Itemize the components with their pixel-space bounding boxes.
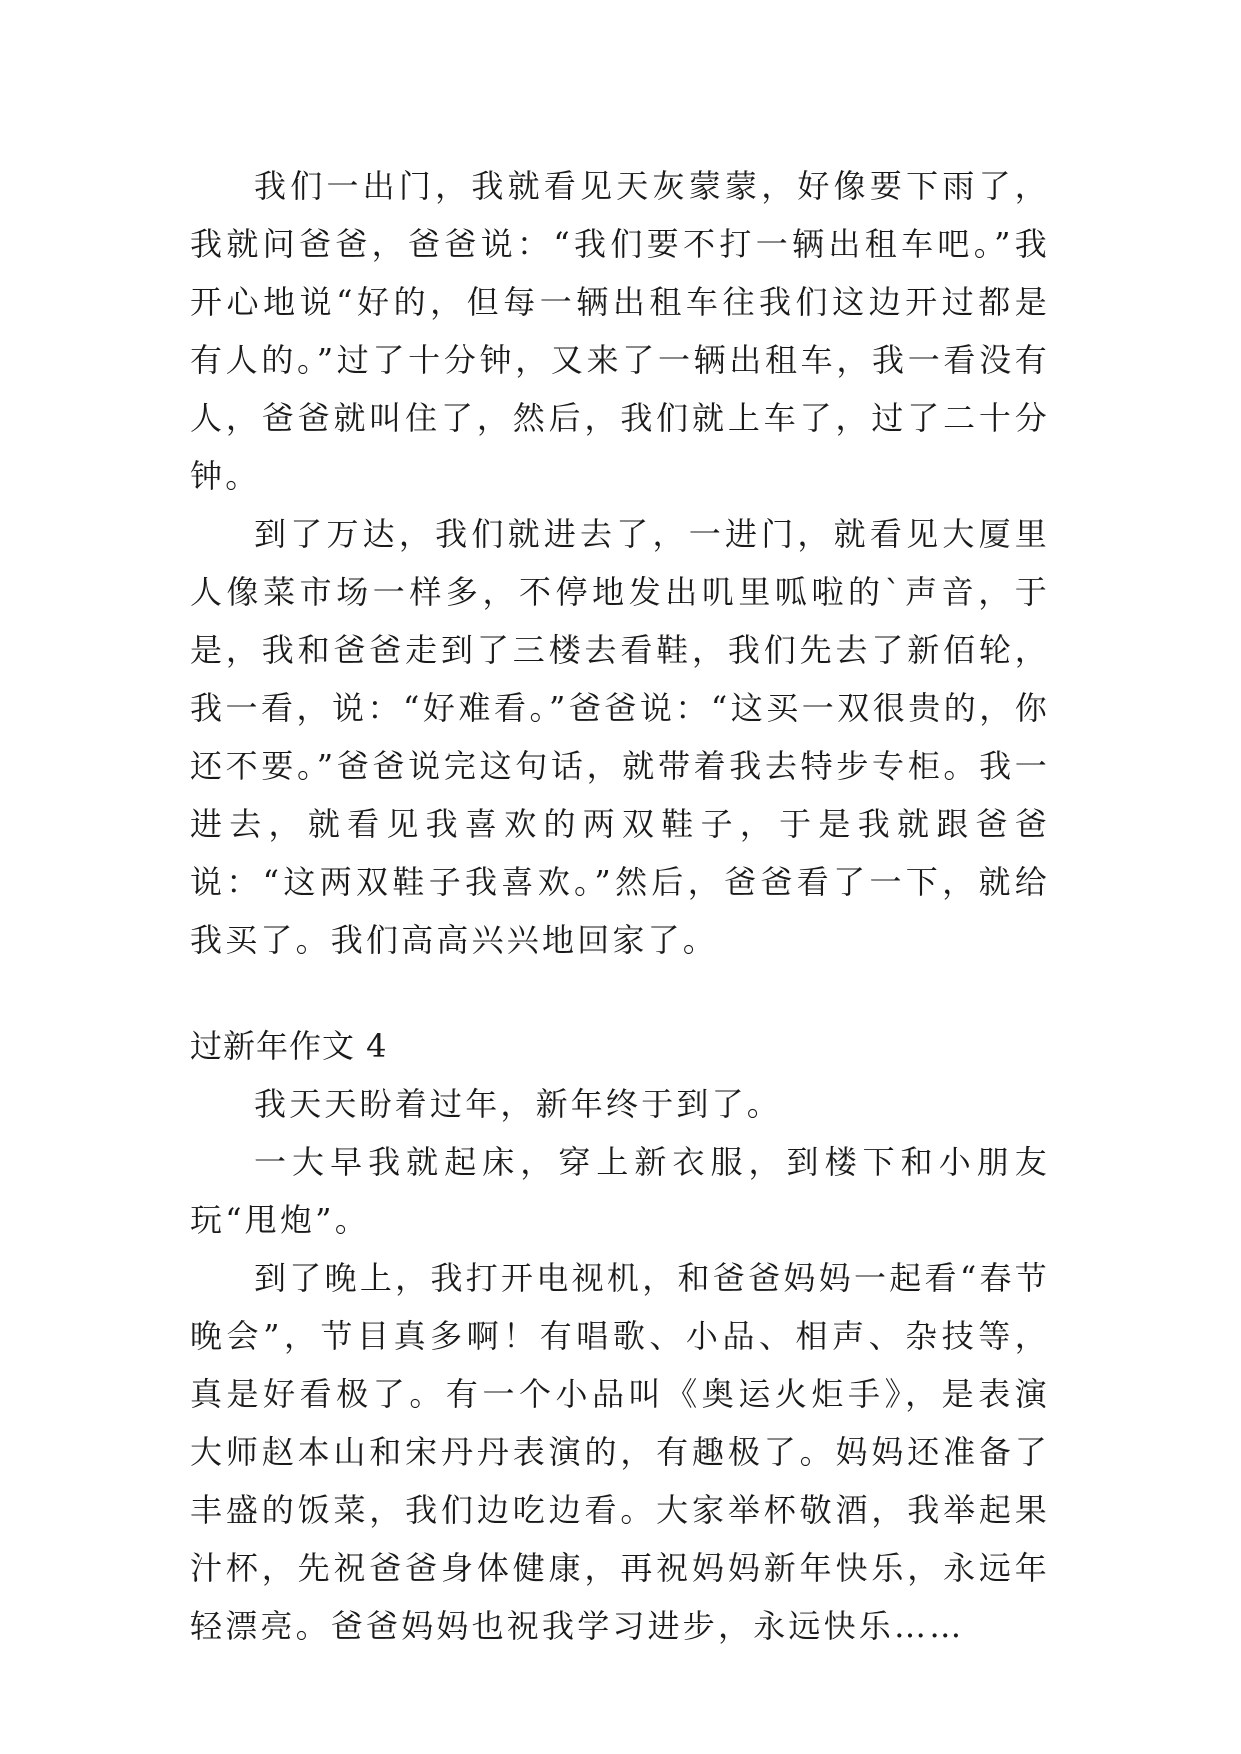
document-body [190, 157, 1050, 1655]
paragraph-new-year: 我天天盼着过年，新年终于到了。 [254, 1085, 783, 1123]
paragraph-evening: 到了晚上，我打开电视机，和爸爸妈妈一起看“春节晚会”，节目真多啊！有唱歌、小品、相声、杂技等，真是好看极了。有一个小品叫《奥运火炬手》，是表演大师赵本山和宋丹丹表演的，有趣极了。妈妈还准备了丰盛的饭菜，我们边吃边看。大家举杯敬酒，我举起果汁杯，先祝爸爸身体健康，再祝妈妈新年快乐，永远年轻漂亮。爸爸妈妈也祝我学习进步，永远快乐…… [190, 1259, 1050, 1645]
paragraph-shopping: 到了万达，我们就进去了，一进门，就看见大厦里人像菜市场一样多，不停地发出叽里呱啦的`声音，于是，我和爸爸走到了三楼去看鞋，我们先去了新佰轮，我一看，说：“好难看。”爸爸说：“这买一双很贵的，你还不要。”爸爸说完这句话，就带着我去特步专柜。我一进去，就看见我喜欢的两双鞋子，于是我就跟爸爸说：“这两双鞋子我喜欢。”然后，爸爸看了一下，就给我买了。我们高高兴兴地回家了。 [190, 515, 1050, 959]
paragraph-taxi: 我们一出门，我就看见天灰蒙蒙，好像要下雨了，我就问爸爸，爸爸说：“我们要不打一辆出租车吧。”我开心地说“好的，但每一辆出租车往我们这边开过都是有人的。”过了十分钟，又来了一辆出租车，我一看没有人，爸爸就叫住了，然后，我们就上车了，过了二十分钟。 [190, 167, 1050, 495]
paragraph-morning: 一大早我就起床，穿上新衣服，到楼下和小朋友玩“甩炮”。 [190, 1143, 1050, 1239]
section-title: 过新年作文 4 [190, 1027, 388, 1065]
